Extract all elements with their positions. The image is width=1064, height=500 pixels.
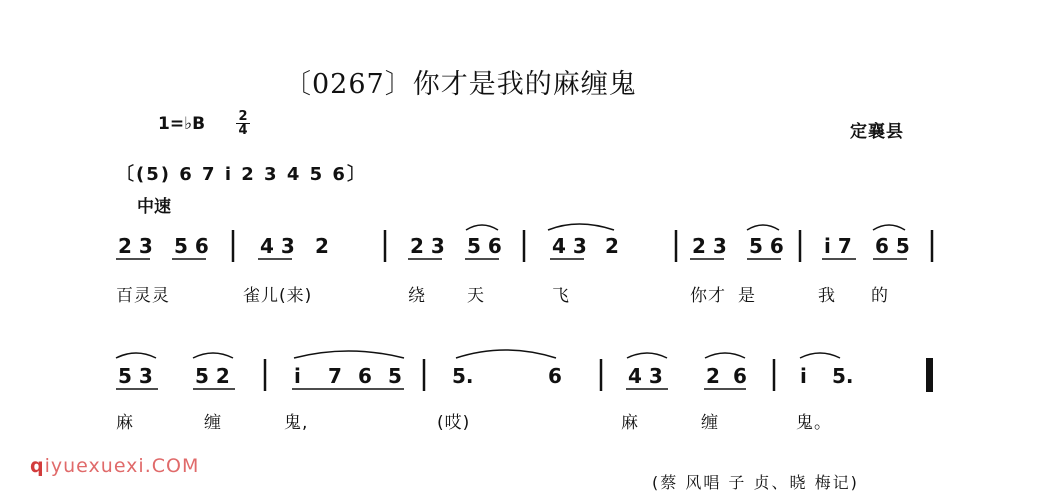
slur (705, 353, 745, 358)
lyric: 我 (818, 286, 836, 306)
note-group: 5 3 (118, 364, 153, 388)
note-group: i (800, 364, 807, 388)
note-group: 2 (706, 364, 720, 388)
note-group: i (294, 364, 301, 388)
note-group: 5. (832, 364, 854, 388)
lyric: 百灵灵 (116, 286, 170, 306)
note-group: 5 6 (174, 234, 209, 258)
note-group: 4 3 (628, 364, 663, 388)
region-label: 定襄县 (850, 122, 904, 142)
slur (548, 224, 614, 230)
lyric: 鬼, (284, 413, 309, 433)
song-title: 〔0267〕你才是我的麻缠鬼 (284, 69, 637, 100)
lyric: 鬼。 (796, 413, 832, 433)
watermark-text: iyuexuexi.COM (44, 455, 200, 477)
note-group: 5 6 (749, 234, 784, 258)
note-group: 6 (733, 364, 747, 388)
meter-bottom: 4 (238, 123, 248, 138)
lyric: 缠 (701, 413, 719, 433)
meter-top: 2 (236, 110, 250, 124)
slur (873, 225, 905, 230)
note-group: 4 3 (260, 234, 295, 258)
lyric: 缠 (204, 413, 222, 433)
lyric: 麻 (621, 413, 639, 433)
slur (747, 225, 779, 230)
note-group: 2 (605, 234, 619, 258)
slur (193, 353, 233, 358)
slur (116, 353, 156, 358)
note-group: 7 (328, 364, 342, 388)
note-group: 5 (388, 364, 402, 388)
watermark-logo: q (30, 455, 45, 477)
lyric: 的 (871, 286, 889, 306)
slur (627, 353, 667, 358)
lyric: 麻 (116, 413, 134, 433)
lyric: 飞 (552, 286, 570, 306)
note-group: 2 3 (410, 234, 445, 258)
tempo-marking: 中速 (137, 197, 171, 217)
note-group: 2 3 (692, 234, 727, 258)
note-group: 2 3 (118, 234, 153, 258)
lyric: 绕 (408, 286, 426, 306)
note-group: 6 (548, 364, 562, 388)
lyric: 雀儿(来) (243, 286, 313, 306)
watermark (30, 455, 199, 477)
key-signature: 1=♭B (158, 114, 206, 134)
note-group: 2 (315, 234, 329, 258)
intro-phrase: 〔(5) 6 7 i 2 3 4 5 6〕 (116, 164, 367, 185)
note-group: 6 (358, 364, 372, 388)
note-group: 5. (452, 364, 474, 388)
note-group: 4 3 (552, 234, 587, 258)
slur (294, 351, 404, 358)
note-group: 5 6 (467, 234, 502, 258)
lyric: 你才 (690, 286, 726, 306)
lyric: 天 (467, 286, 485, 306)
lyric: (哎) (437, 413, 471, 433)
credit-line: (蔡 风唱 子 贞、晓 梅记) (652, 473, 859, 492)
slur (456, 350, 556, 358)
final-barline (926, 358, 933, 392)
note-group: i 7 (824, 234, 852, 258)
note-group: 6 5 (875, 234, 910, 258)
slur (466, 225, 498, 230)
note-group: 5 2 (195, 364, 230, 388)
slur (800, 353, 840, 358)
lyric: 是 (738, 286, 756, 306)
